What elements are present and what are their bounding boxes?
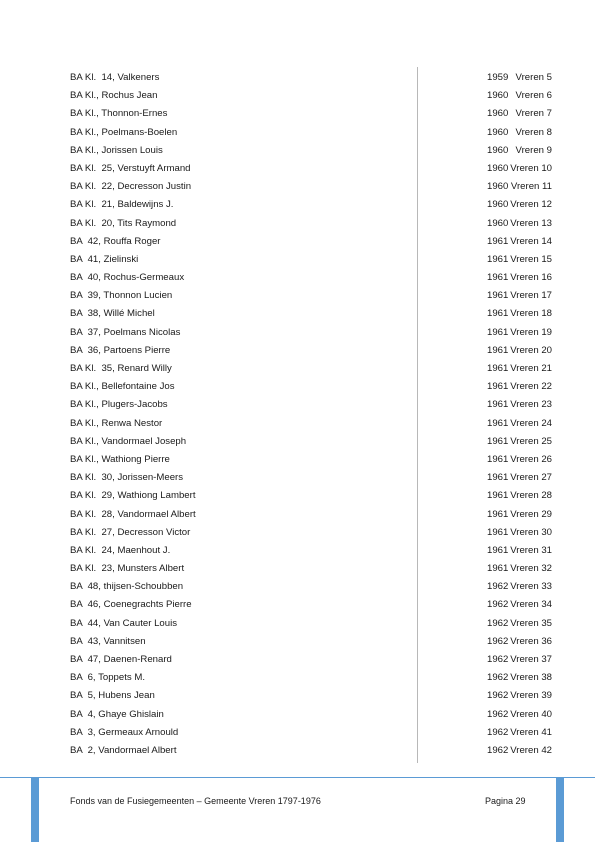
table-row xyxy=(66,669,558,687)
row-description: BA 40, Rochus-Germeaux xyxy=(70,272,185,284)
row-year: 1961 xyxy=(487,381,509,393)
row-description: BA 38, Willé Michel xyxy=(70,308,155,320)
row-reference: Vreren 11 xyxy=(510,181,552,193)
table-row xyxy=(66,269,558,287)
row-reference: Vreren 26 xyxy=(510,453,552,465)
row-year: 1961 xyxy=(487,272,509,284)
row-reference: Vreren 9 xyxy=(515,144,552,156)
table-row xyxy=(66,160,558,178)
row-description: BA 41, Zielinski xyxy=(70,253,139,265)
row-year: 1962 xyxy=(487,581,509,593)
footer-left-bar xyxy=(31,778,39,842)
table-row xyxy=(66,433,558,451)
row-year: 1960 xyxy=(487,181,509,193)
row-description: BA Kl. 23, Munsters Albert xyxy=(70,563,185,575)
table-row xyxy=(66,287,558,305)
row-description: BA Kl., Renwa Nestor xyxy=(70,417,163,429)
row-description: BA 3, Germeaux Arnould xyxy=(70,726,179,738)
row-year: 1960 xyxy=(487,144,509,156)
row-reference: Vreren 40 xyxy=(510,708,552,720)
table-row xyxy=(66,360,558,378)
row-year: 1961 xyxy=(487,326,509,338)
row-description: BA Kl., Wathiong Pierre xyxy=(70,453,170,465)
table-row xyxy=(66,615,558,633)
table-row xyxy=(66,196,558,214)
row-reference: Vreren 34 xyxy=(510,599,552,611)
table-row xyxy=(66,324,558,342)
row-description: BA Kl., Poelmans-Boelen xyxy=(70,126,178,138)
row-year: 1961 xyxy=(487,363,509,374)
row-year: 1961 xyxy=(487,472,509,484)
footer-title: Fonds van de Fusiegemeenten – Gemeente Vreren 1797-1976 xyxy=(70,796,321,806)
row-reference: Vreren 18 xyxy=(510,308,552,320)
row-reference: Vreren 13 xyxy=(510,217,552,229)
row-year: 1961 xyxy=(487,526,509,538)
table-row xyxy=(66,469,558,487)
table-row xyxy=(66,124,558,142)
row-description: BA Kl. 21, Baldewijns J. xyxy=(70,199,174,211)
table-row xyxy=(66,596,558,614)
row-description: BA 6, Toppets M. xyxy=(70,672,146,684)
row-year: 1960 xyxy=(487,108,509,120)
row-reference: Vreren 38 xyxy=(510,672,552,684)
table-row xyxy=(66,142,558,160)
row-description: BA Kl. 29, Wathiong Lambert xyxy=(70,490,196,502)
row-year: 1961 xyxy=(487,344,509,356)
page-number: Pagina 29 xyxy=(485,796,526,806)
table-row xyxy=(66,687,558,705)
table-row xyxy=(66,578,558,596)
row-description: BA Kl. 30, Jorissen-Meers xyxy=(70,472,184,484)
row-description: BA 2, Vandormael Albert xyxy=(70,744,177,756)
row-description: BA Kl., Bellefontaine Jos xyxy=(70,381,175,393)
row-reference: Vreren 15 xyxy=(510,253,552,265)
row-description: BA Kl., Jorissen Louis xyxy=(70,144,163,156)
row-description: BA Kl. 35, Renard Willy xyxy=(70,363,172,374)
row-reference: Vreren 8 xyxy=(515,126,552,138)
table-row xyxy=(66,506,558,524)
row-description: BA Kl., Thonnon-Ernes xyxy=(70,108,168,120)
row-reference: Vreren 27 xyxy=(510,472,552,484)
row-reference: Vreren 17 xyxy=(510,290,552,302)
row-description: BA 5, Hubens Jean xyxy=(70,690,155,702)
table-row xyxy=(66,724,558,742)
row-description: BA Kl. 27, Decresson Victor xyxy=(70,526,191,538)
table-row xyxy=(66,706,558,724)
row-reference: Vreren 29 xyxy=(510,508,552,520)
row-reference: Vreren 24 xyxy=(510,417,552,429)
row-reference: Vreren 36 xyxy=(510,635,552,647)
table-row xyxy=(66,87,558,105)
row-description: BA 42, Rouffa Roger xyxy=(70,235,161,247)
row-year: 1961 xyxy=(487,308,509,320)
row-description: BA Kl. 14, Valkeners xyxy=(70,72,160,83)
table-row xyxy=(66,378,558,396)
row-year: 1960 xyxy=(487,217,509,229)
table-row xyxy=(66,560,558,578)
row-description: BA Kl. 24, Maenhout J. xyxy=(70,544,171,556)
table-row xyxy=(66,178,558,196)
row-description: BA 37, Poelmans Nicolas xyxy=(70,326,181,338)
row-description: BA 4, Ghaye Ghislain xyxy=(70,708,164,720)
table-row xyxy=(66,633,558,651)
row-year: 1961 xyxy=(487,290,509,302)
table-row xyxy=(66,215,558,233)
table-row xyxy=(66,396,558,414)
row-description: BA 46, Coenegrachts Pierre xyxy=(70,599,192,611)
row-year: 1962 xyxy=(487,635,509,647)
row-year: 1961 xyxy=(487,453,509,465)
row-description: BA 44, Van Cauter Louis xyxy=(70,617,178,629)
row-year: 1962 xyxy=(487,744,509,756)
table-row xyxy=(66,742,558,760)
row-reference: Vreren 41 xyxy=(510,726,552,738)
row-year: 1961 xyxy=(487,563,509,575)
row-reference: Vreren 7 xyxy=(515,108,552,120)
row-year: 1961 xyxy=(487,435,509,447)
row-reference: Vreren 14 xyxy=(510,235,552,247)
table-row xyxy=(66,233,558,251)
row-year: 1960 xyxy=(487,199,509,211)
footer-right-bar xyxy=(556,778,564,842)
row-year: 1961 xyxy=(487,399,509,411)
row-reference: Vreren 21 xyxy=(510,363,552,374)
row-description: BA 36, Partoens Pierre xyxy=(70,344,171,356)
table-row xyxy=(66,415,558,433)
row-description: BA Kl. 20, Tits Raymond xyxy=(70,217,177,229)
table-row xyxy=(66,487,558,505)
row-reference: Vreren 28 xyxy=(510,490,552,502)
row-reference: Vreren 10 xyxy=(510,162,552,174)
row-reference: Vreren 42 xyxy=(510,744,552,756)
row-year: 1962 xyxy=(487,599,509,611)
table-row xyxy=(66,305,558,323)
row-reference: Vreren 39 xyxy=(510,690,552,702)
row-reference: Vreren 31 xyxy=(510,544,552,556)
row-reference: Vreren 30 xyxy=(510,526,552,538)
row-reference: Vreren 32 xyxy=(510,563,552,575)
row-year: 1962 xyxy=(487,654,509,665)
row-reference: Vreren 19 xyxy=(510,326,552,338)
row-year: 1961 xyxy=(487,417,509,429)
footer-rule xyxy=(0,777,595,778)
row-reference: Vreren 25 xyxy=(510,435,552,447)
row-year: 1962 xyxy=(487,672,509,684)
row-description: BA 43, Vannitsen xyxy=(70,635,146,647)
row-year: 1961 xyxy=(487,508,509,520)
row-year: 1961 xyxy=(487,544,509,556)
row-reference: Vreren 12 xyxy=(510,199,552,211)
table-row xyxy=(66,342,558,360)
row-description: BA Kl., Rochus Jean xyxy=(70,90,158,102)
row-reference: Vreren 37 xyxy=(510,654,552,665)
row-reference: Vreren 35 xyxy=(510,617,552,629)
row-reference: Vreren 33 xyxy=(510,581,552,593)
row-description: BA Kl., Plugers-Jacobs xyxy=(70,399,168,411)
row-reference: Vreren 16 xyxy=(510,272,552,284)
table-row xyxy=(66,69,558,87)
row-reference: Vreren 22 xyxy=(510,381,552,393)
row-year: 1962 xyxy=(487,726,509,738)
table-row xyxy=(66,651,558,669)
row-description: BA Kl., Vandormael Joseph xyxy=(70,435,187,447)
table-row xyxy=(66,542,558,560)
row-year: 1959 xyxy=(487,72,509,83)
row-reference: Vreren 5 xyxy=(515,72,552,83)
row-year: 1960 xyxy=(487,126,509,138)
table-row xyxy=(66,105,558,123)
row-reference: Vreren 6 xyxy=(515,90,552,102)
row-description: BA Kl. 25, Verstuyft Armand xyxy=(70,162,191,174)
row-description: BA Kl. 28, Vandormael Albert xyxy=(70,508,196,520)
row-description: BA 48, thijsen-Schoubben xyxy=(70,581,184,593)
row-year: 1961 xyxy=(487,490,509,502)
row-year: 1961 xyxy=(487,235,509,247)
table-row xyxy=(66,251,558,269)
row-reference: Vreren 23 xyxy=(510,399,552,411)
row-year: 1961 xyxy=(487,253,509,265)
row-reference: Vreren 20 xyxy=(510,344,552,356)
row-description: BA 47, Daenen-Renard xyxy=(70,654,172,665)
row-year: 1962 xyxy=(487,708,509,720)
row-year: 1960 xyxy=(487,162,509,174)
row-description: BA 39, Thonnon Lucien xyxy=(70,290,173,302)
row-year: 1960 xyxy=(487,90,509,102)
row-description: BA Kl. 22, Decresson Justin xyxy=(70,181,192,193)
inventory-table xyxy=(66,69,558,760)
table-row xyxy=(66,524,558,542)
table-row xyxy=(66,451,558,469)
row-year: 1962 xyxy=(487,690,509,702)
row-year: 1962 xyxy=(487,617,509,629)
